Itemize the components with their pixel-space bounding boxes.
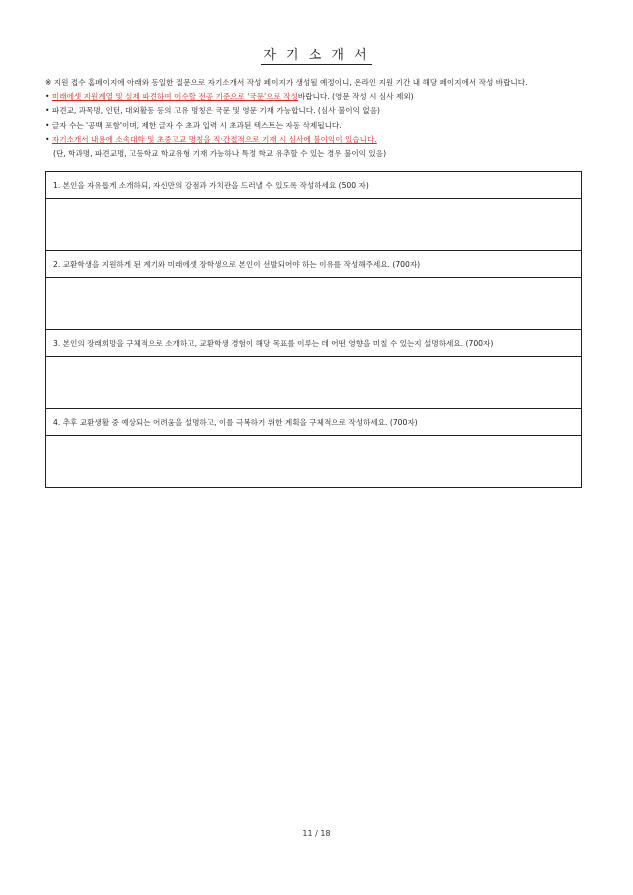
instruction-line-3: • 파견교, 과목명, 인턴, 대외활동 등의 고유 명칭은 국문 및 영문 기재 가능합니다. (심사 불이익 없음) [45,106,381,116]
answer-area-1[interactable] [46,199,581,251]
instruction-highlight-language: 미래에셋 지원계열 및 실제 파견하여 이수할 전공 기준으로 '국문'으로 작성 [51,92,298,102]
instruction-line-4: • 글자 수는 '공백 포함'이며, 제한 글자 수 초과 입력 시 초과된 텍스트는 자동 삭제됩니다. [45,120,342,130]
bullet: • [45,92,52,102]
instruction-line-2-rest: 바랍니다. (영문 작성 시 심사 제외) [297,92,414,102]
answer-area-3[interactable] [46,357,581,409]
instruction-line-2 [45,90,605,104]
answer-area-2[interactable] [46,278,581,330]
instructions-block [45,76,605,161]
page-number: 11 / 18 [302,829,331,838]
bullet: • [45,134,52,144]
question-row-2 [46,251,581,278]
answer-area-4[interactable] [46,436,581,487]
essay-question-table [45,171,582,488]
document-title [0,44,633,63]
question-row-4 [46,409,581,436]
instruction-line-1: ※ 지원 접수 홈페이지에 아래와 동일한 질문으로 자기소개서 작성 페이지가 생성될 예정이니, 온라인 지원 기간 내 해당 페이지에서 작성 바랍니다. [45,78,528,87]
question-text-1: 1. 본인을 자유롭게 소개하되, 자신만의 강점과 가치관을 드러낼 수 있도록 작성하세요 (500 자) [53,180,369,190]
question-text-4: 4. 추후 교환생활 중 예상되는 어려움을 설명하고, 이를 극복하기 위한 계획을 구체적으로 작성하세요. (700자) [53,417,418,427]
instruction-line-6: (단, 학과명, 파견교명, 고등학교 학교유형 기재 가능하나 특정 학교 유추할 수 있는 경우 불이익 있음) [53,149,387,159]
question-row-1 [46,172,581,199]
question-row-3 [46,330,581,357]
instruction-line-5 [45,133,605,147]
question-text-2: 2. 교환학생을 지원하게 된 계기와 미래에셋 장학생으로 본인이 선발되어야 하는 이유를 작성해주세요. (700자) [53,259,421,269]
instruction-highlight-school-name: 자기소개서 내용에 소속대학 및 초중고교 명칭을 직·간접적으로 기재 시 심사에 불이익이 있습니다. [51,134,377,144]
document-title-text: 자 기 소 개 서 [263,48,370,63]
question-text-3: 3. 본인의 장래희망을 구체적으로 소개하고, 교환학생 경험이 해당 목표를 이루는 데 어떤 영향을 미칠 수 있는지 설명하세요. (700자) [53,338,494,348]
